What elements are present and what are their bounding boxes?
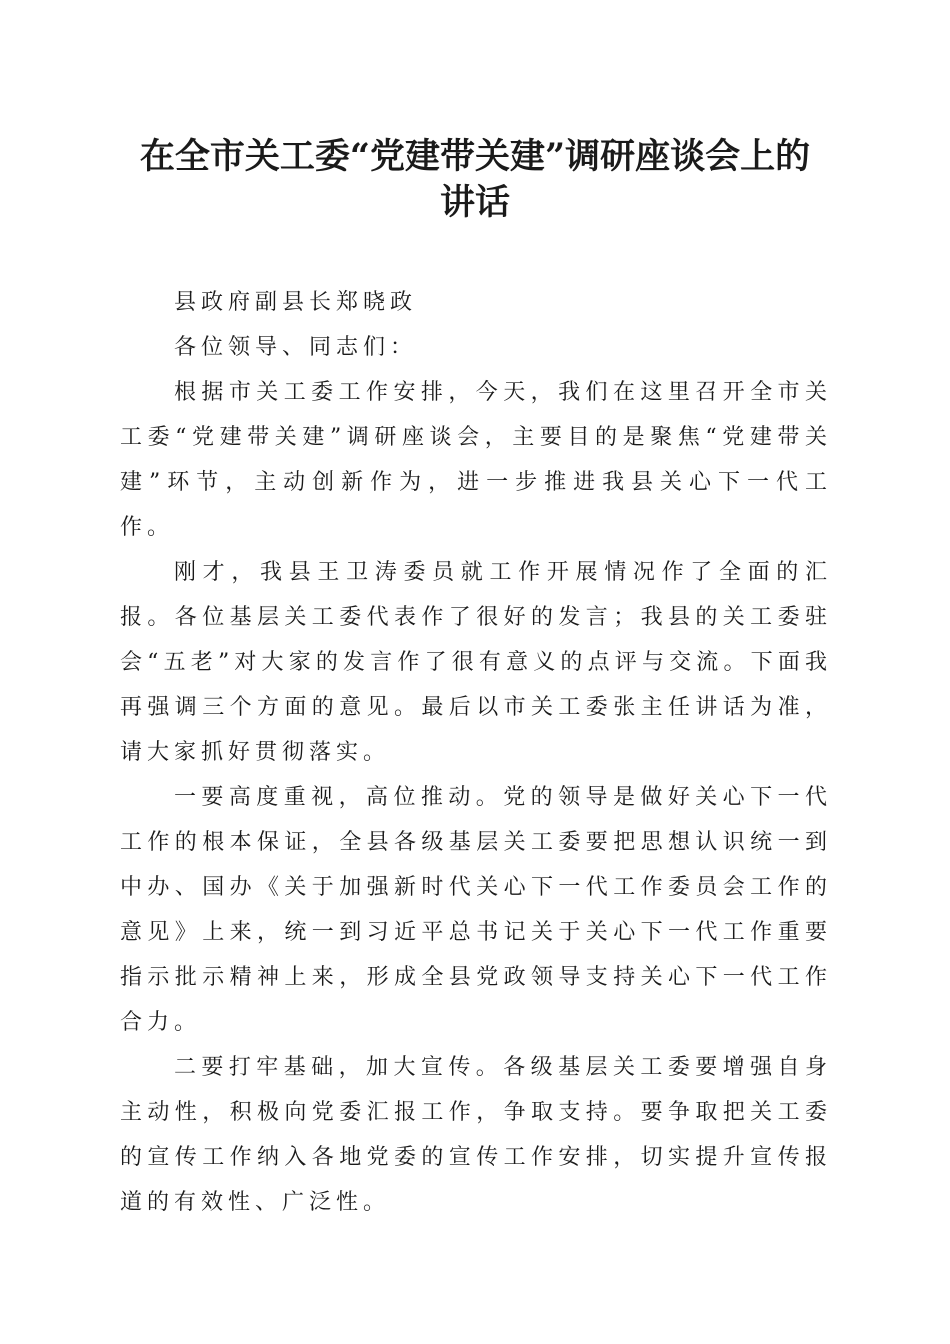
- document-body: [120, 280, 832, 1225]
- author-line: 县政府副县长郑晓政: [174, 290, 418, 315]
- paragraph: 一要高度重视，高位推动。党的领导是做好关心下一代工作的根本保证，全县各级基层关工委要把思想认识统一到中办、国办《关于加强新时代关心下一代工作委员会工作的意见》上来，统一到习近平总书记关于关心下一代工作重要指示批示精神上来，形成全县党政领导支持关心下一代工作合力。: [120, 785, 832, 1035]
- salutation: 各位领导、同志们：: [174, 335, 418, 360]
- title-line-1: 在全市关工委“党建带关建”调研座谈会上的: [139, 136, 811, 177]
- paragraph: 根据市关工委工作安排，今天，我们在这里召开全市关工委“党建带关建”调研座谈会，主要目的是聚焦“党建带关建”环节，主动创新作为，进一步推进我县关心下一代工作。: [120, 380, 832, 540]
- paragraph: 刚才，我县王卫涛委员就工作开展情况作了全面的汇报。各位基层关工委代表作了很好的发言；我县的关工委驻会“五老”对大家的发言作了很有意义的点评与交流。下面我再强调三个方面的意见。最后以市关工委张主任讲话为准，请大家抓好贯彻落实。: [120, 560, 832, 765]
- paragraph: 二要打牢基础，加大宣传。各级基层关工委要增强自身主动性，积极向党委汇报工作，争取支持。要争取把关工委的宣传工作纳入各地党委的宣传工作安排，切实提升宣传报道的有效性、广泛性。: [120, 1055, 832, 1215]
- title-line-2: 讲话: [439, 182, 510, 223]
- page-title: [110, 134, 840, 226]
